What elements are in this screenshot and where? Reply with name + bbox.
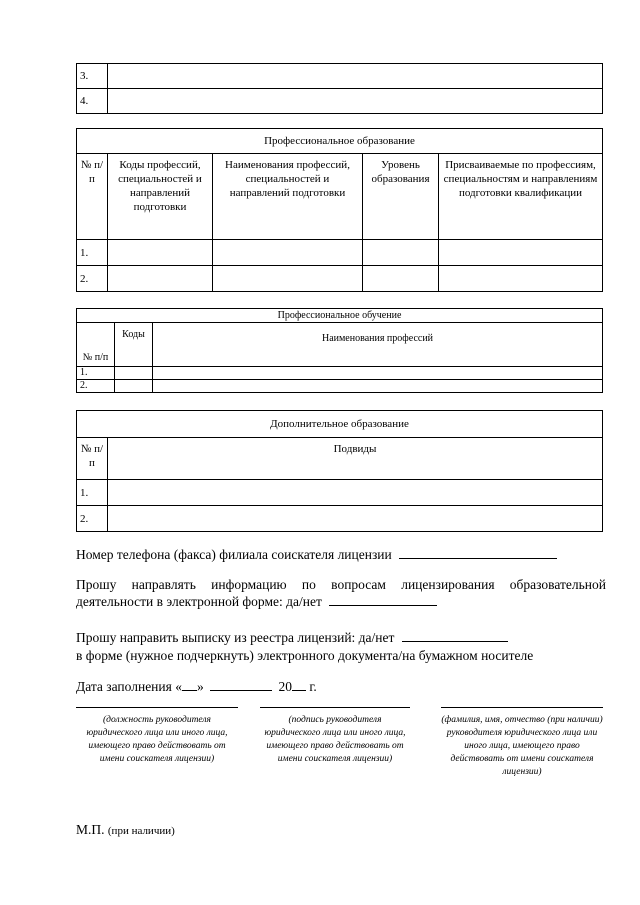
empty-cell[interactable]: [439, 266, 603, 292]
header-names: Наименования профессий: [153, 323, 603, 367]
empty-cell[interactable]: [108, 266, 213, 292]
row-number: 2.: [77, 380, 115, 393]
empty-cell[interactable]: [213, 266, 363, 292]
table-row: [77, 480, 603, 506]
empty-cell[interactable]: [213, 240, 363, 266]
row-number: 2.: [77, 506, 108, 532]
stamp-note: (при наличии): [107, 825, 175, 837]
header-subtypes: Подвиды: [108, 438, 603, 480]
phone-blank[interactable]: [399, 546, 557, 559]
header-qualification: Присваиваемые по профессиям, специальностям и направлениям подготовки квалификации: [439, 154, 603, 240]
date-prefix: Дата заполнения «: [76, 679, 182, 694]
request-extract-line2: в форме (нужное подчеркнуть) электронного документа/на бумажном носителе: [76, 648, 534, 663]
request-extract-line1: [76, 629, 606, 646]
row-number: 1.: [77, 480, 108, 506]
empty-cell[interactable]: [439, 240, 603, 266]
table-professional-education: [76, 128, 603, 292]
empty-cell[interactable]: [153, 380, 603, 393]
table-row: [77, 506, 603, 532]
empty-cell[interactable]: [153, 367, 603, 380]
header-codes: Коды: [115, 323, 153, 367]
empty-cell[interactable]: [108, 480, 603, 506]
section-title: Профессиональное обучение: [77, 309, 603, 323]
header-codes: Коды профессий, специальностей и направлений подготовки: [108, 154, 213, 240]
table-row: [77, 240, 603, 266]
row-number: 3.: [77, 64, 108, 89]
section-title: Дополнительное образование: [77, 411, 603, 438]
signature-line[interactable]: [76, 707, 238, 708]
date-fill-line: [76, 678, 606, 695]
header-num: № п/п: [77, 323, 115, 367]
empty-cell[interactable]: [108, 64, 603, 89]
signature-block-fullname: [441, 707, 603, 779]
phone-label: Номер телефона (факса) филиала соискателя лицензии: [76, 547, 392, 562]
empty-cell[interactable]: [108, 506, 603, 532]
date-mid: »: [196, 679, 204, 694]
signature-line[interactable]: [260, 707, 410, 708]
request-info-label: деятельности в электронной форме: да/нет: [76, 594, 322, 609]
header-num: № п/п: [77, 154, 108, 240]
table-row: [77, 266, 603, 292]
year-blank[interactable]: [292, 678, 306, 691]
request-info-line1: Прошу направлять информацию по вопросам лицензирования образовательной: [76, 577, 606, 592]
day-blank[interactable]: [182, 678, 197, 691]
signature-block-position: [76, 707, 238, 766]
request-info-line2: [76, 593, 606, 610]
empty-cell[interactable]: [363, 240, 439, 266]
table-row: [77, 380, 603, 393]
header-num: № п/п: [77, 438, 108, 480]
signature-caption: (подпись руководителя юридического лица или иного лица, имеющего право действовать от имени соискателя лицензии): [264, 715, 406, 764]
empty-cell[interactable]: [115, 367, 153, 380]
row-number: 4.: [77, 89, 108, 114]
header-names: Наименования профессий, специальностей и направлений подготовки: [213, 154, 363, 240]
row-number: 2.: [77, 266, 108, 292]
header-level: Уровень образования: [363, 154, 439, 240]
empty-cell[interactable]: [108, 240, 213, 266]
table-row: [77, 64, 603, 89]
empty-cell[interactable]: [108, 89, 603, 114]
table-row: [77, 89, 603, 114]
row-number: 1.: [77, 367, 115, 380]
row-number: 1.: [77, 240, 108, 266]
phone-line: [76, 546, 606, 563]
table-row: [77, 367, 603, 380]
section-title: Профессиональное образование: [77, 129, 603, 154]
fullname-caption: (фамилия, имя, отчество (при наличии) руководителя юридического лица или иного лица, имеющего право действовать от имени соискателя лицензии): [441, 715, 603, 777]
position-caption: (должность руководителя юридического лица или иного лица, имеющего право действовать от имени соискателя лицензии): [86, 715, 228, 764]
request-info-blank[interactable]: [329, 593, 437, 606]
table-continuation: [76, 63, 603, 114]
date-year: 20: [278, 679, 292, 694]
empty-cell[interactable]: [115, 380, 153, 393]
stamp-line: [76, 821, 606, 840]
table-additional-education: [76, 410, 603, 532]
empty-cell[interactable]: [363, 266, 439, 292]
request-extract-label: Прошу направить выписку из реестра лицензий: да/нет: [76, 630, 395, 645]
signature-block-sign: [260, 707, 410, 766]
date-suffix: г.: [309, 679, 317, 694]
stamp-mp: М.П.: [76, 822, 105, 837]
table-professional-training: [76, 308, 603, 393]
request-extract-blank[interactable]: [402, 629, 508, 642]
signature-line[interactable]: [441, 707, 603, 708]
month-blank[interactable]: [210, 678, 272, 691]
